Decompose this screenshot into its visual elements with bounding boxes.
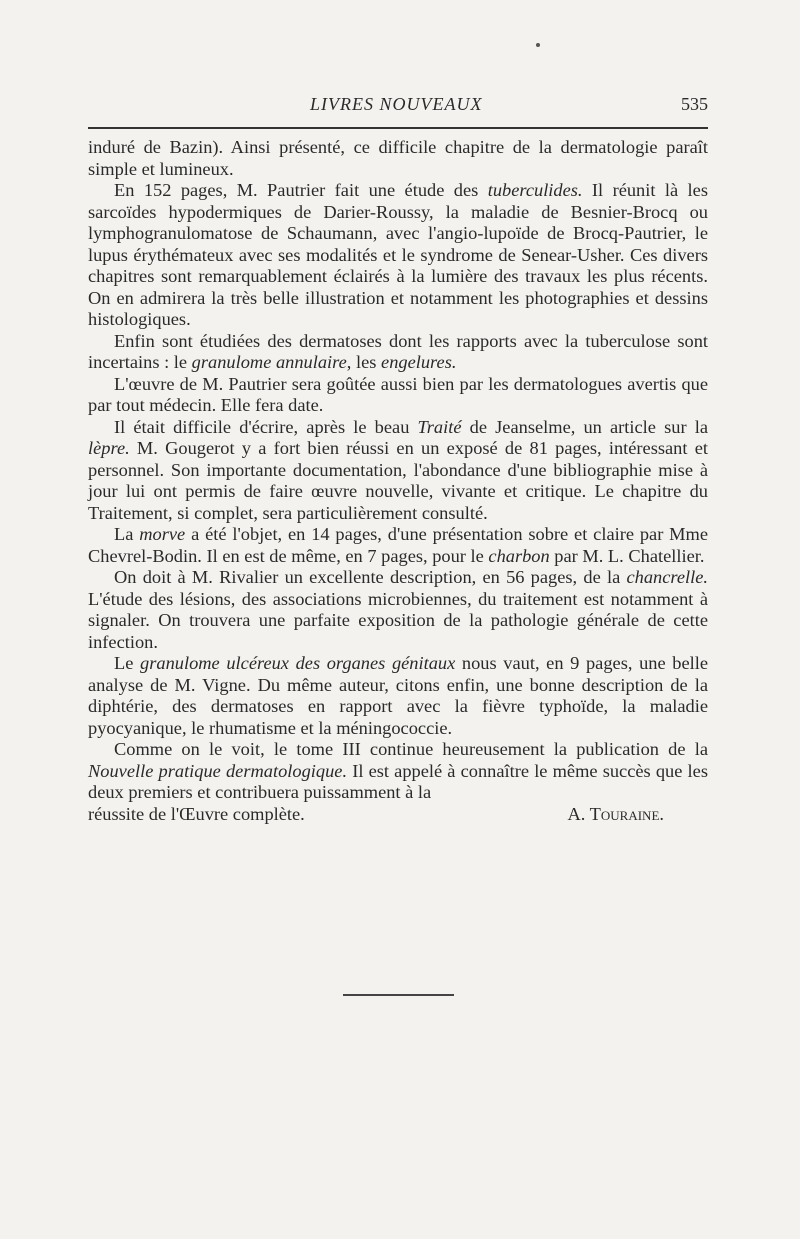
- paragraph: En 152 pages, M. Pautrier fait une étude des tuberculides. Il réunit là les sarcoïdes hypodermiques de Darier-Roussy, la maladie de Besnier-Brocq ou lymphogranulomatose de Schaumann, avec l'angio-lupoïde de Brocq-Pautrier, le lupus érythémateux avec ses modalités et le syndrome de Senear-Usher. Ces divers chapitres sont remarquablement éclairés à la lumière des travaux les plus récents. On en admirera la très belle illustration et notamment les photographies et dessins histologiques.: [88, 180, 708, 329]
- paragraph: Enfin sont étudiées des dermatoses dont les rapports avec la tuberculose sont incertains : le granulome annulaire, les engelures.: [88, 330, 708, 372]
- paragraph: L'œuvre de M. Pautrier sera goûtée aussi bien par les dermatologues avertis que par tout médecin. Elle fera date.: [88, 373, 708, 415]
- paragraph: Comme on le voit, le tome III continue heureusement la publication de la Nouvelle pratique dermatologique. Il est appelé à connaître le même succès que les deux premiers et contribuera puissamment à la: [88, 739, 708, 802]
- running-title: LIVRES NOUVEAUX: [310, 94, 483, 114]
- paragraph: On doit à M. Rivalier un excellente description, en 56 pages, de la chancrelle. L'étude des lésions, des associations microbiennes, du traitement est notamment à signaler. On trouvera une parfaite exposition de la pathologie générale de cette infection.: [88, 567, 708, 652]
- author-signature: A. Touraine.: [567, 803, 664, 824]
- page-number: 535: [681, 94, 708, 114]
- page-header: [88, 94, 708, 118]
- paragraph: Il était difficile d'écrire, après le beau Traité de Jeanselme, un article sur la lèpre. M. Gougerot y a fort bien réussi en un exposé de 81 pages, intéressant et personnel. Son importante documentation, l'abondance d'une bibliographie mise à jour lui ont permis de faire œuvre nouvelle, vivante et critique. Le chapitre du Traitement, si complet, sera particulièrement consulté.: [88, 416, 708, 523]
- end-rule: [343, 994, 454, 996]
- print-speck: [536, 43, 540, 47]
- closing-line: [88, 804, 708, 826]
- closing-text: réussite de l'Œuvre complète.: [88, 803, 305, 824]
- header-rule: [88, 127, 708, 129]
- paragraph: induré de Bazin). Ainsi présenté, ce difficile chapitre de la dermatologie paraît simple et lumineux.: [88, 137, 708, 179]
- paragraph: La morve a été l'objet, en 14 pages, d'une présentation sobre et claire par Mme Chevrel-Bodin. Il en est de même, en 7 pages, pour le charbon par M. L. Chatellier.: [88, 524, 708, 566]
- paragraph: Le granulome ulcéreux des organes génitaux nous vaut, en 9 pages, une belle analyse de M. Vigne. Du même auteur, citons enfin, une bonne description de la diphtérie, des dermatoses en rapport avec la fièvre typhoïde, la maladie pyocyanique, le rhumatisme et la méningococcie.: [88, 653, 708, 738]
- article-body: [88, 137, 708, 825]
